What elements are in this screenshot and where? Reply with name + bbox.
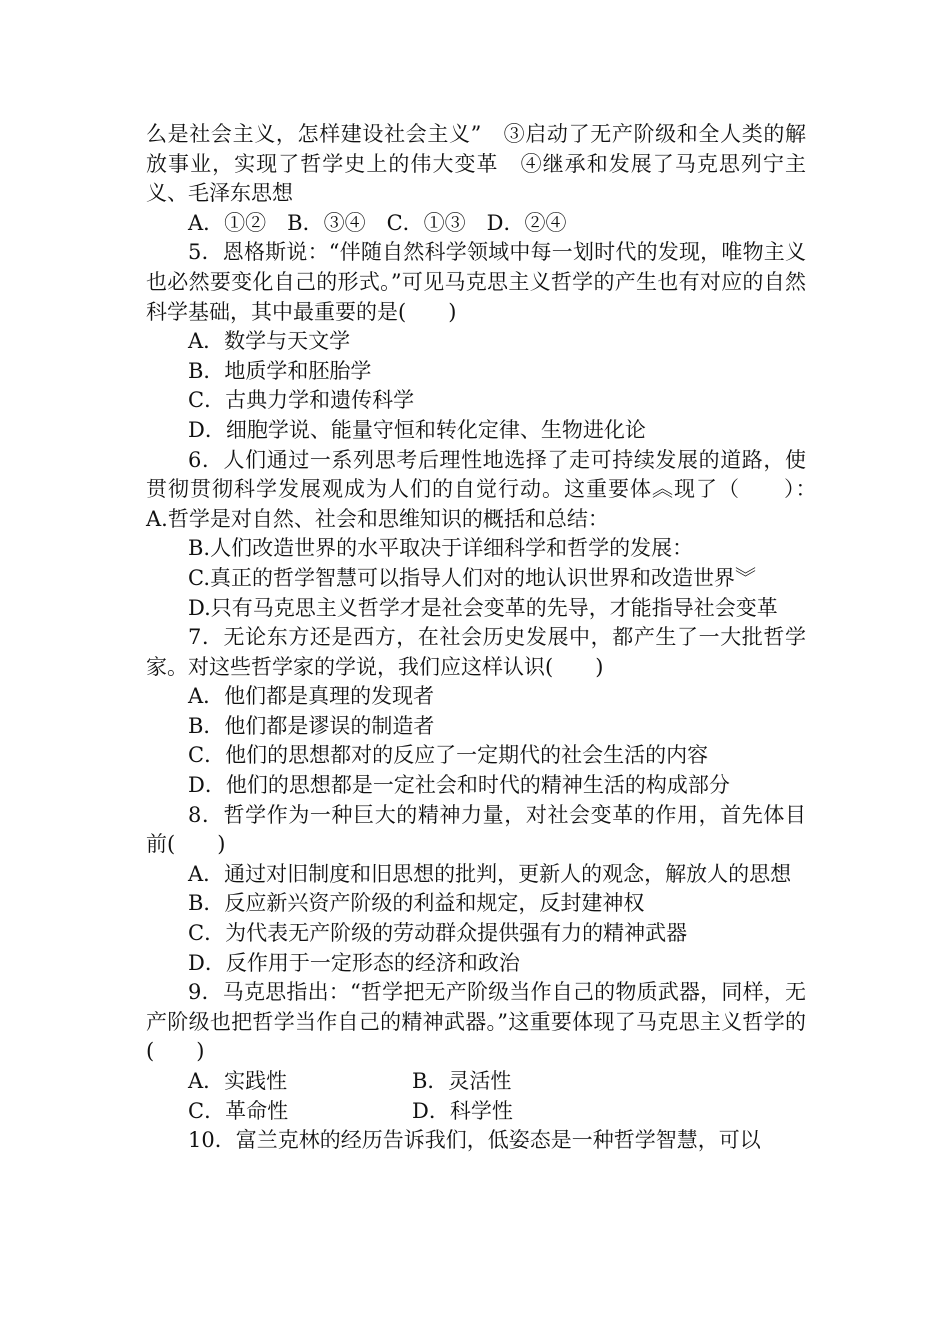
question-7: 7．无论东方还是西方，在社会历史发展中，都产生了一大批哲学家。对这些哲学家的学说，我们应这样认识( ) (146, 625, 806, 679)
question-10: 10．富兰克林的经历告诉我们，低姿态是一种哲学智慧，可以 (188, 1128, 761, 1153)
q9-options-row-2 (146, 1097, 806, 1127)
q6-option-c: C.真正的哲学智慧可以指导人们对的地认识世界和改造世界︾ (188, 565, 756, 590)
q6-option-d: D.只有马克思主义哲学才是社会变革的先导，才能指导社会变革 (188, 595, 778, 620)
q7-option-c: C．他们的思想都对的反应了一定期代的社会生活的内容 (188, 743, 709, 768)
q5-option-c: C．古典力学和遗传科学 (188, 388, 415, 413)
question-9: 9．马克思指出：“哲学把无产阶级当作自己的物质武器，同样，无产阶级也把哲学当作自己的精神武器。”这重要体现了马克思主义哲学的( ) (146, 980, 806, 1064)
q8-option-b: B．反应新兴资产阶级的利益和规定，反封建神权 (188, 891, 645, 916)
q7-option-d: D．他们的思想都是一定社会和时代的精神生活的构成部分 (188, 773, 730, 798)
question-6: 6．人们通过一系列思考后理性地选择了走可持续发展的道路，使贯彻贯彻科学发展观成为人们的自觉行动。这重要体︽现了（ ）： A.哲学是对自然、社会和思维知识的概括和总结： (146, 447, 827, 531)
q5-option-b: B．地质学和胚胎学 (188, 358, 372, 383)
q6-option-b: B.人们改造世界的水平取决于详细科学和哲学的发展： (188, 536, 694, 561)
q9-option-a: A．实践性 (188, 1069, 288, 1093)
q5-option-d: D．细胞学说、能量守恒和转化定律、生物进化论 (188, 417, 646, 442)
q9-options-row-1 (146, 1067, 806, 1097)
question-8: 8．哲学作为一种巨大的精神力量，对社会变革的作用，首先体目前( ) (146, 802, 806, 857)
q7-option-b: B．他们都是谬误的制造者 (188, 713, 435, 738)
q9-option-c: C．革命性 (188, 1098, 289, 1123)
q9-option-d: D．科学性 (412, 1098, 513, 1123)
document-body (146, 120, 827, 1156)
q5-option-a: A．数学与天文学 (188, 329, 351, 354)
q4-options: A．①② B．③④ C．①③ D．②④ (188, 210, 567, 235)
q7-option-a: A．他们都是真理的发现者 (188, 684, 435, 709)
q8-option-d: D．反作用于一定形态的经济和政治 (188, 950, 520, 975)
q8-option-a: A．通过对旧制度和旧思想的批判，更新人的观念，解放人的思想 (188, 861, 792, 886)
q8-option-c: C．为代表无产阶级的劳动群众提供强有力的精神武器 (188, 921, 688, 946)
q9-option-b: B．灵活性 (412, 1069, 512, 1093)
q4-continuation: 么是社会主义，怎样建设社会主义” ③启动了无产阶级和全人类的解放事业，实现了哲学史上的伟大变革 ④继承和发展了马克思列宁主义、毛泽东思想 (146, 122, 806, 206)
question-5: 5．恩格斯说：“伴随自然科学领域中每一划时代的发现，唯物主义也必然要变化自己的形式。”可见马克思主义哲学的产生也有对应的自然科学基础，其中最重要的是( ) (146, 240, 806, 324)
